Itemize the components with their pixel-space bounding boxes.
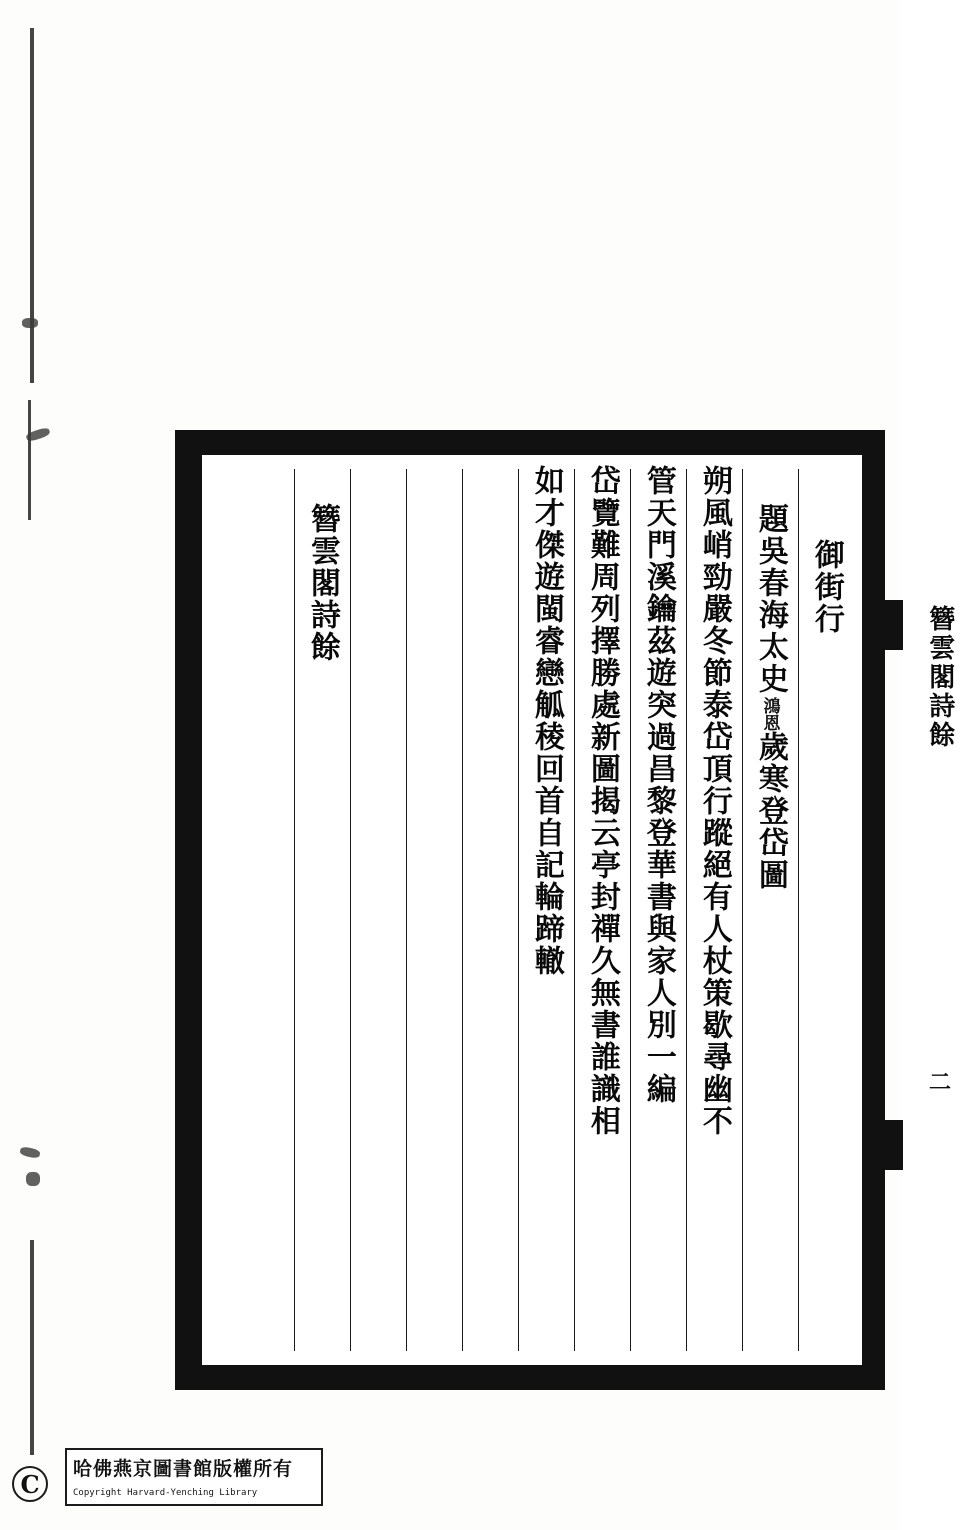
- text-column-poem-line-5: [518, 465, 574, 1357]
- text-column-poem-line-1: [742, 465, 798, 1357]
- text-column-blank-2: [406, 465, 462, 1357]
- running-title-column: [904, 605, 974, 1092]
- poem-line-1-interlinear-note: 鴻恩: [759, 697, 780, 731]
- gutter-speck-c: [19, 1146, 40, 1159]
- cover-label: 簪雲閣詩餘: [304, 503, 340, 663]
- gutter-streak-mid: [28, 400, 31, 520]
- gutter-streak-bottom: [30, 1240, 34, 1455]
- copyright-symbol: C: [12, 1466, 48, 1502]
- poem-line-1-tail: 歲寒登岱圖: [752, 731, 788, 891]
- text-column-poem-line-3: [630, 465, 686, 1357]
- text-column-cover-label: [294, 465, 350, 1357]
- stamp-chinese-text: 哈佛燕京圖書館版權所有: [73, 1458, 294, 1480]
- text-column-section-title: [798, 465, 854, 1357]
- gutter-speck-a: [22, 318, 38, 328]
- text-column-poem-line-4: [574, 465, 630, 1357]
- poem-line-1-head: 題吳春海太史: [752, 503, 788, 695]
- section-title: 御街行: [808, 539, 844, 635]
- gutter-speck-d: [26, 1172, 40, 1186]
- stamp-english-text: Copyright Harvard-Yenching Library: [73, 1488, 258, 1498]
- text-column-blank-3: [350, 465, 406, 1357]
- library-copyright-stamp: [65, 1448, 323, 1506]
- edge-mark-bottom: [885, 1120, 903, 1170]
- printed-text-block: [175, 430, 955, 1390]
- text-column-blank-1: [462, 465, 518, 1357]
- poem-line-5: 如才傑遊閩睿戀觚稜回首自記輪蹄轍: [528, 465, 564, 977]
- poem-line-3: 管天門溪鑰茲遊突過昌黎登華書與家人別一編: [640, 465, 676, 1105]
- text-block-inner-frame: [199, 452, 955, 1368]
- running-title: 簪雲閣詩餘: [924, 605, 955, 750]
- gutter-streak-top: [30, 28, 34, 383]
- folio-number: 二: [925, 1070, 952, 1092]
- poem-line-2: 朔風峭勁嚴冬節泰岱頂行蹤絕有人杖策歇尋幽不: [696, 465, 732, 1137]
- text-columns: [202, 455, 862, 1365]
- edge-mark-top: [885, 600, 903, 650]
- text-column-poem-line-2: [686, 465, 742, 1357]
- poem-line-4: 岱覽難周列擇勝處新圖揭云亭封禪久無書誰識相: [584, 465, 620, 1137]
